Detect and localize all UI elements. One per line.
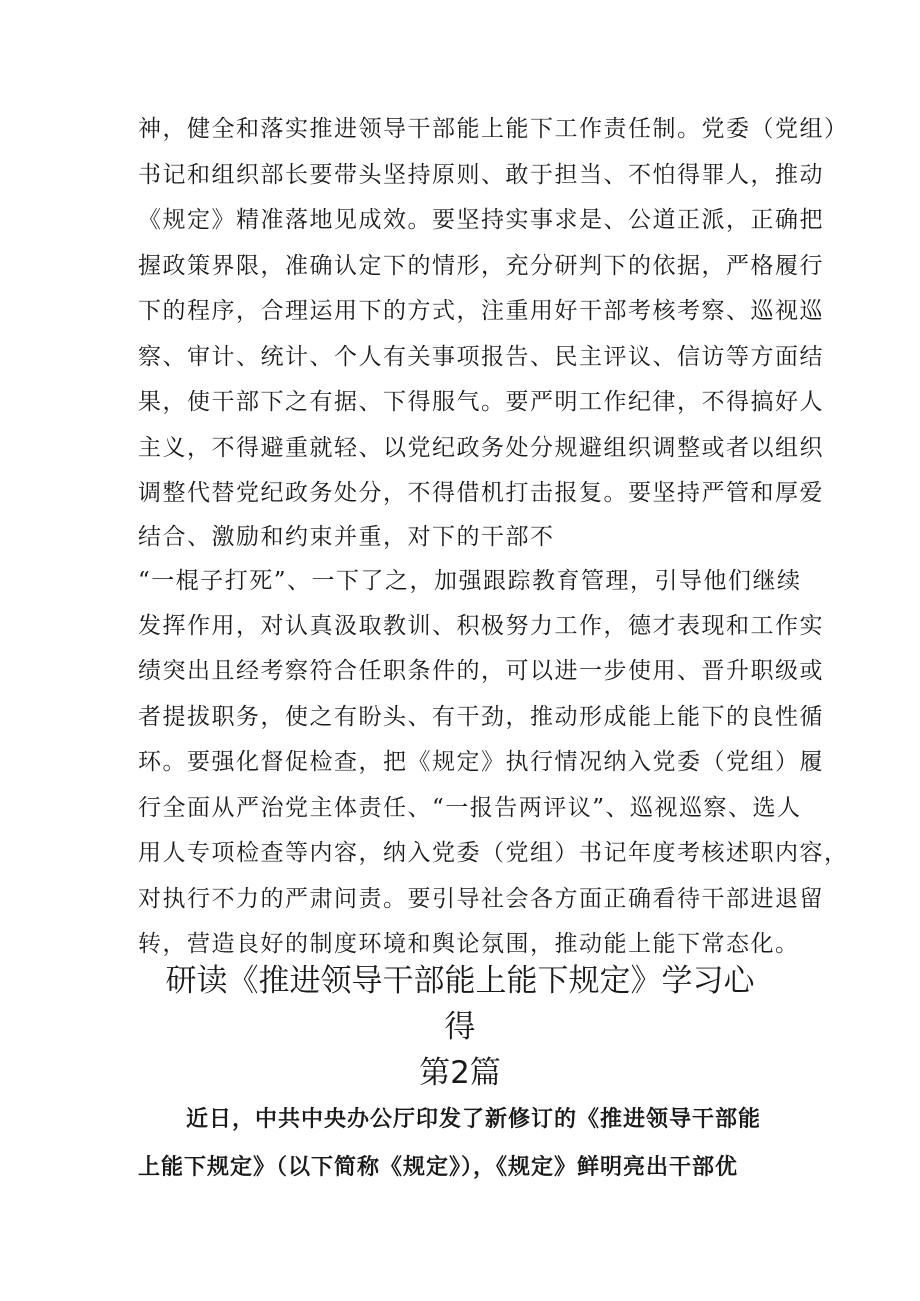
body-line: 行全面从严治党主体责任、“一报告两评议”、巡视巡察、选人 [138,795,802,821]
body-line: 结合、激励和约束并重，对下的干部不 [138,524,555,550]
body-line: 察、审计、统计、个人有关事项报告、民主评议、信访等方面结 [138,344,824,370]
body-line: 环。要强化督促检查，把《规定》执行情况纳入党委（党组）履 [138,749,824,775]
article-subtitle: 第2篇 [419,1055,501,1091]
body-line: 果，使干部下之有据、下得服气。要严明工作纪律，不得搞好人 [138,389,824,415]
body-line: 握政策界限，准确认定下的情形，充分研判下的依据，严格履行 [138,253,824,279]
body-line: 绩突出且经考察符合任职条件的，可以进一步使用、晋升职级或 [138,658,824,684]
body-line: 主义，不得避重就轻、以党纪政务处分规避组织调整或者以组织 [138,435,824,461]
body-line: 书记和组织部长要带头坚持原则、敢于担当、不怕得罪人，推动 [138,162,824,188]
intro-line: 上能下规定》（以下简称《规定》），《规定》鲜明亮出干部优 [138,1154,739,1180]
body-line: 调整代替党纪政务处分，不得借机打击报复。要坚持严管和厚爱 [138,480,824,506]
body-line: 对执行不力的严肃问责。要引导社会各方面正确看待干部进退留 [138,886,824,912]
intro-line: 近日，中共中央办公厅印发了新修订的《推进领导干部能 [186,1106,762,1132]
body-line: 神，健全和落实推进领导干部能上能下工作责任制。党委（党组） [138,116,849,142]
body-line: “一棍子打死”、一下了之，加强跟踪教育管理，引导他们继续 [138,568,802,594]
article-title-continued: 得 [444,1009,476,1045]
body-line: 发挥作用，对认真汲取教训、积极努力工作，德才表现和工作实 [138,613,824,639]
body-line: 《规定》精准落地见成效。要坚持实事求是、公道正派，正确把 [138,207,824,233]
body-line: 者提拔职务，使之有盼头、有干劲，推动形成能上能下的良性循 [138,704,824,730]
body-line: 下的程序，合理运用下的方式，注重用好干部考核考察、巡视巡 [138,298,824,324]
body-line: 转，营造良好的制度环境和舆论氛围，推动能上能下常态化。 [138,931,800,957]
article-title: 研读《推进领导干部能上能下规定》学习心 [165,963,755,999]
body-line: 用人专项检查等内容，纳入党委（党组）书记年度考核述职内容， [138,840,849,866]
